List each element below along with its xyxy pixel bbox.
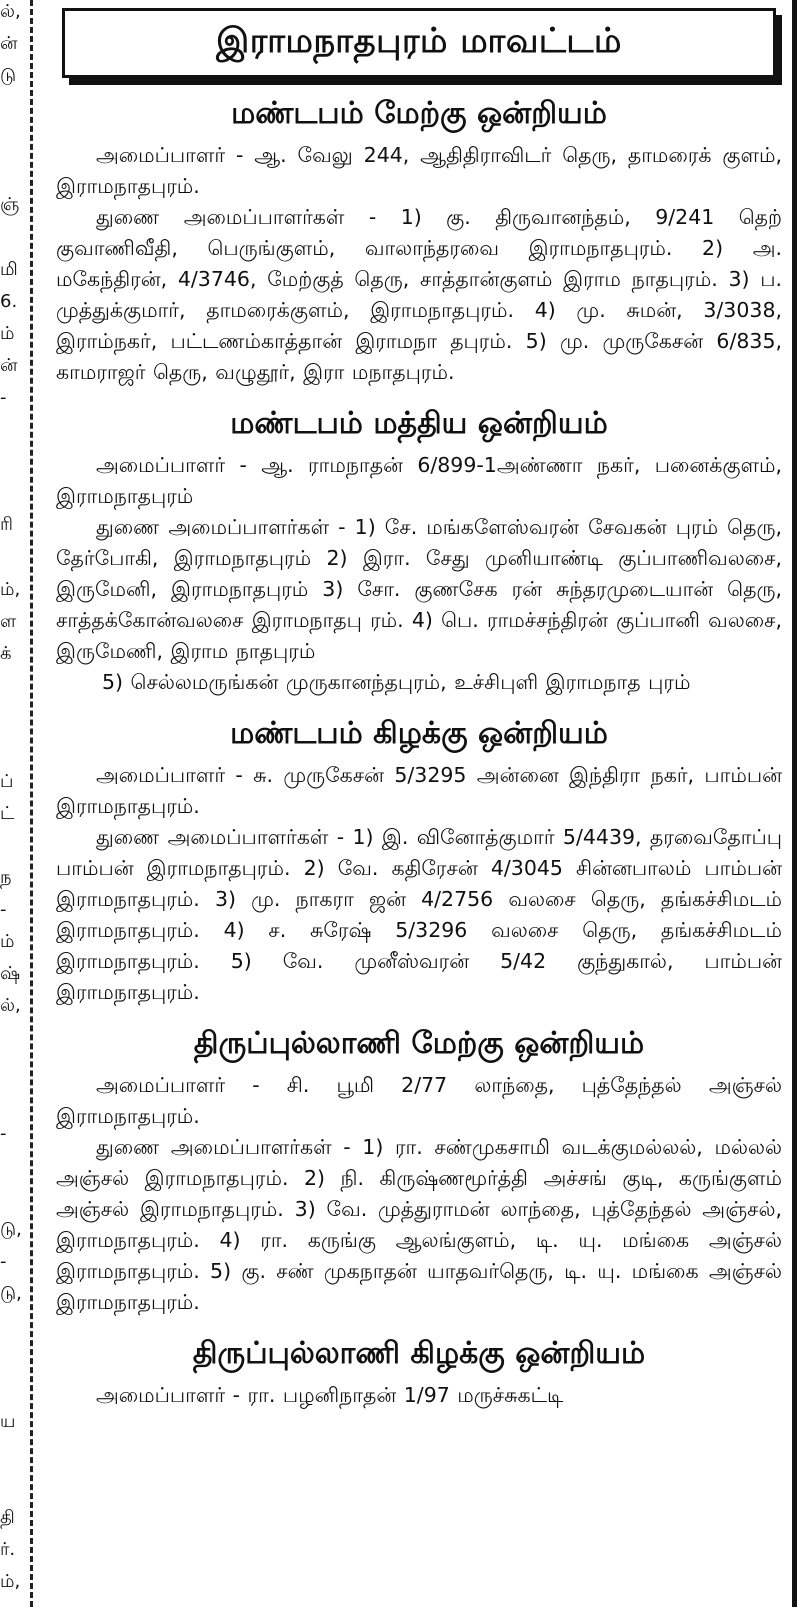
neighbor-text: ம் xyxy=(0,931,15,952)
union-heading: திருப்புல்லாணி கிழக்கு ஒன்றியம் xyxy=(192,1336,646,1371)
neighbor-text: ன் xyxy=(0,33,18,54)
article-column xyxy=(56,0,782,1607)
neighbor-text: ப் xyxy=(0,771,14,792)
neighbor-text: ர். xyxy=(0,1539,16,1560)
neighbor-text: ந xyxy=(0,867,12,888)
union-heading: மண்டபம் மேற்கு ஒன்றியம் xyxy=(231,96,607,131)
neighbor-text: ன் xyxy=(0,355,18,376)
neighbor-text: ய xyxy=(0,1411,16,1432)
union-section xyxy=(56,1024,782,1318)
neighbor-text: ஞ் xyxy=(0,194,20,215)
deputy-organisers-continued: 5) செல்லமருங்கன் முருகானந்தபுரம், உச்சிபுளி இராமநாத புரம் xyxy=(102,670,691,694)
neighbor-text: ல், xyxy=(0,1,21,22)
union-section xyxy=(56,404,782,698)
union-section xyxy=(56,94,782,388)
neighbor-text: ம் xyxy=(0,323,15,344)
organiser-paragraph: அமைப்பாளர் - சு. முருகேசன் 5/3295 அன்னை இந்திரா நகர், பாம்பன் இராமநாதபுரம். xyxy=(56,763,782,818)
union-heading: திருப்புல்லாணி மேற்கு ஒன்றியம் xyxy=(193,1026,645,1061)
union-heading: மண்டபம் கிழக்கு ஒன்றியம் xyxy=(230,716,608,751)
neighbor-text: தி xyxy=(0,1507,15,1528)
organiser-paragraph: அமைப்பாளர் - ரா. பழனிநாதன் 1/97 மருச்சுகட்டி xyxy=(96,1383,564,1407)
neighbor-text: ஷ் xyxy=(0,963,21,984)
district-title: இராமநாதபுரம் மாவட்டம் xyxy=(216,21,622,61)
neighbor-text: ம், xyxy=(0,1571,21,1592)
neighbor-text: - xyxy=(0,387,7,408)
organiser-paragraph: அமைப்பாளர் - சி. பூமி 2/77 லாந்தை, புத்தேந்தல் அஞ்சல் இராமநாதபுரம். xyxy=(56,1073,782,1128)
neighbor-text: ம், xyxy=(0,579,21,600)
deputy-organisers-paragraph: துணை அமைப்பாளர்கள் - 1) சே. மங்களேஸ்வரன் சேவகன் புரம் தெரு, தேர்போகி, இராமநாதபுரம் 2) இரா. சேது முனியாண்டி குப்பாணிவலசை, இருமேனி, இராமநாதபுரம் 3) சோ. குணசேக ரன் சுந்தரமுடையான் தெரு, சாத்தக்கோன்வலசை இராமநாதபு ரம். 4) பெ. ராமச்சந்திரன் குப்பானி வலசை, இருமேணி, இராம நாதபுரம் xyxy=(56,515,782,663)
neighbor-text: டு xyxy=(0,65,17,86)
column-divider-dashed xyxy=(30,0,33,1607)
union-heading: மண்டபம் மத்திய ஒன்றியம் xyxy=(230,406,608,441)
district-banner xyxy=(62,8,776,78)
neighbor-text: ல், xyxy=(0,995,21,1016)
neighbor-text: - xyxy=(0,1251,7,1272)
deputy-organisers-paragraph: துணை அமைப்பாளர்கள் - 1) ரா. சண்முகசாமி வடக்குமல்லல், மல்லல் அஞ்சல் இராமநாதபுரம். 2) நி. கிருஷ்ணமூர்த்தி அச்சங் குடி, கருங்குளம் அஞ்சல் இராமநாதபுரம். 3) வே. முத்துராமன் லாந்தை, புத்தேந்தல் அஞ்சல், இராமநாதபுரம். 4) ரா. கருங்கு ஆலங்குளம், டி. யு. மங்கை அஞ்சல் இராமநாதபுரம். 5) கு. சண் முகநாதன் யாதவர்தெரு, டி. யு. மங்கை அஞ்சல் இராமநாதபுரம். xyxy=(56,1135,782,1314)
union-section xyxy=(56,1334,782,1411)
neighbor-text: - xyxy=(0,899,7,920)
organiser-paragraph: அமைப்பாளர் - ஆ. ராமநாதன் 6/899-1அண்ணா நகர், பனைக்குளம், இராமநாதபுரம் xyxy=(56,453,782,508)
neighbor-text: 6. xyxy=(0,291,18,312)
neighbor-text: ள xyxy=(0,611,17,632)
neighbor-text: க் xyxy=(0,643,12,664)
deputy-organisers-paragraph: துணை அமைப்பாளர்கள் - 1) கு. திருவானந்தம், 9/241 தெற் குவாணிவீதி, பெருங்குளம், வாலாந்தரவை இராமநாதபுரம். 2) அ. மகேந்திரன், 4/3746, மேற்குத் தெரு, சாத்தான்குளம் இராம நாதபுரம். 3) ப. முத்துக்குமார், தாமரைக்குளம், இராமநாதபுரம். 4) மு. சுமன், 3/3038, இராம்நகர், பட்டணம்காத்தான் இராமநா தபுரம். 5) மு. முருகேசன் 6/835, காமராஜர் தெரு, வழுதூர், இரா மநாதபுரம். xyxy=(56,205,782,384)
neighbor-text: மி xyxy=(0,259,18,280)
neighbor-text: ரி xyxy=(0,514,13,535)
neighbor-column-fragments xyxy=(0,0,26,1607)
neighbor-text: டு, xyxy=(0,1219,22,1240)
deputy-organisers-paragraph: துணை அமைப்பாளர்கள் - 1) இ. வினோத்குமார் 5/4439, தரவைதோப்பு பாம்பன் இராமநாதபுரம். 2) வே. கதிரேசன் 4/3045 சின்னபாலம் பாம்பன் இராமநாதபுரம். 3) மு. நாகரா ஜன் 4/2756 வலசை தெரு, தங்கச்சிமடம் இராமநாதபுரம். 4) ச. சுரேஷ் 5/3296 வலசை தெரு, தங்கச்சிமடம் இராமநாதபுரம். 5) வே. முனீஸ்வரன் 5/42 குந்துகால், பாம்பன் இராமநாதபுரம். xyxy=(56,825,782,1004)
neighbor-text: டு, xyxy=(0,1283,22,1304)
column-divider-solid xyxy=(792,0,797,1607)
union-section xyxy=(56,714,782,1008)
organiser-paragraph: அமைப்பாளர் - ஆ. வேலு 244, ஆதிதிராவிடர் தெரு, தாமரைக் குளம், இராமநாதபுரம். xyxy=(56,143,782,198)
neighbor-text: - xyxy=(0,1123,7,1144)
neighbor-text: ட் xyxy=(0,803,15,824)
